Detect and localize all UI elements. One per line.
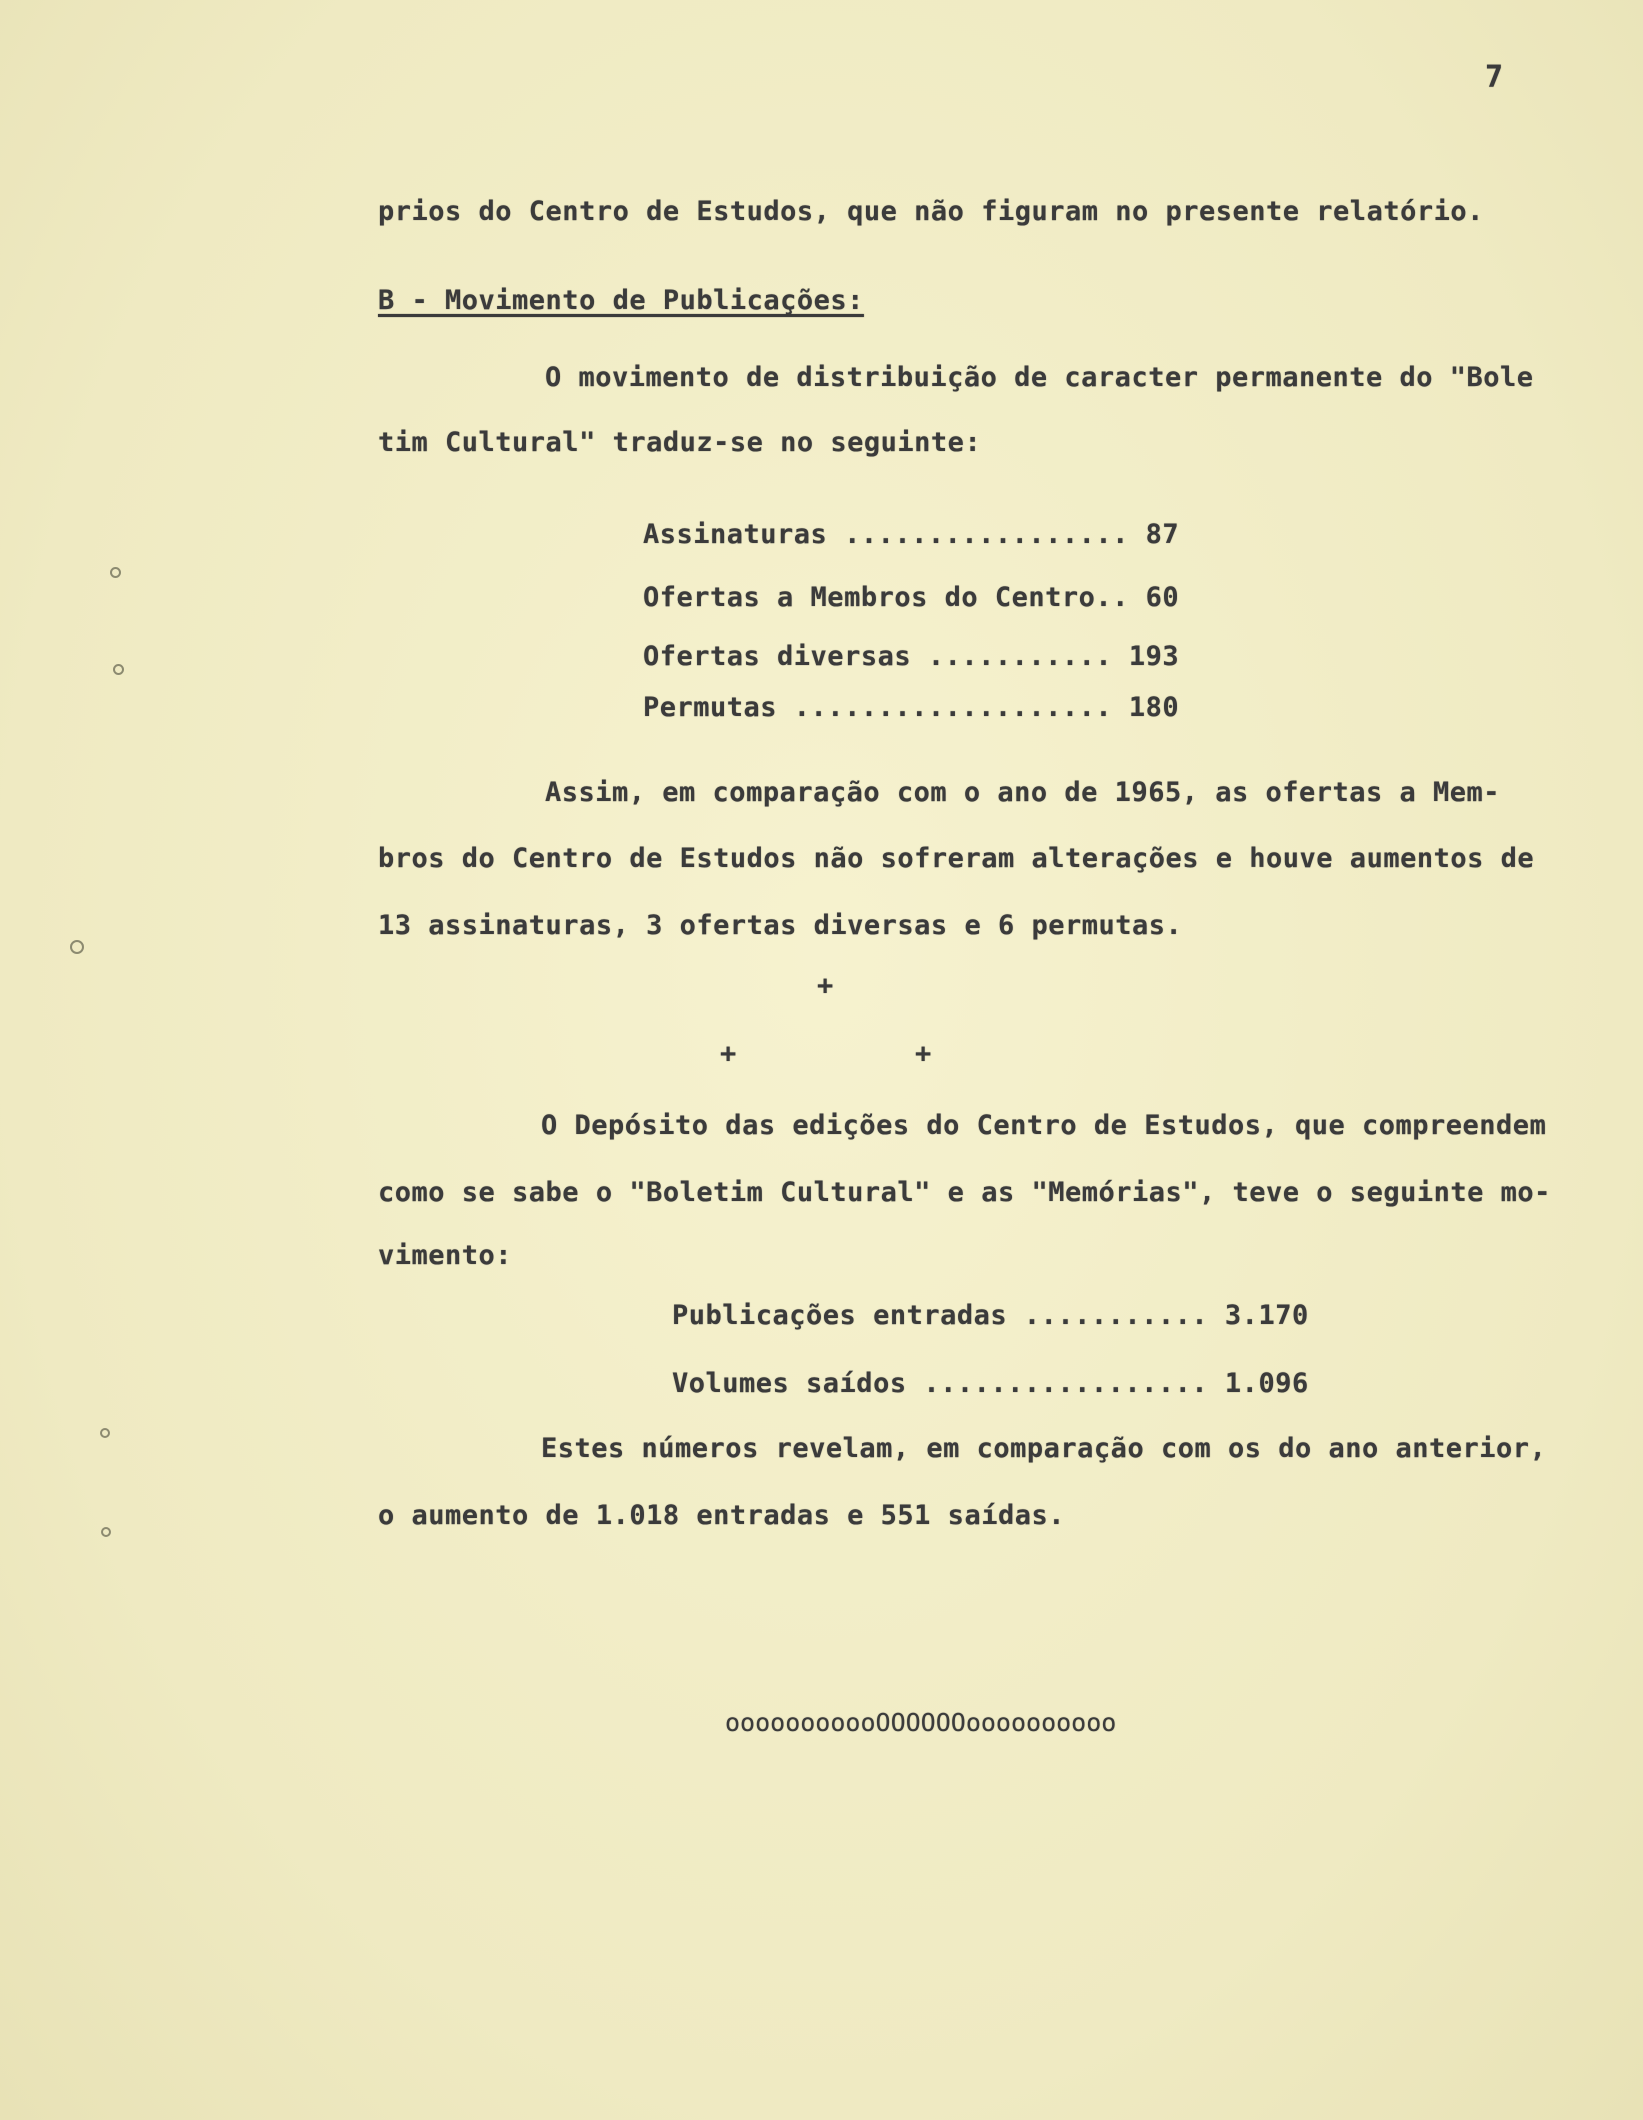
distribution-item: Assinaturas ................. 87 (643, 519, 1180, 550)
distribution-item: Ofertas diversas ........... 193 (643, 641, 1180, 672)
paragraph-line: tim Cultural" traduz-se no seguinte: (378, 427, 982, 458)
page-number: 7 (1485, 60, 1504, 95)
paragraph-line: 13 assinaturas, 3 ofertas diversas e 6 permutas. (378, 910, 1183, 941)
paragraph-line: vimento: (378, 1240, 513, 1271)
footer-rule: ooooooooooOOOOOOoooooooooo (725, 1708, 1117, 1737)
separator-mark: + (720, 1038, 737, 1069)
punch-hole (101, 1527, 111, 1537)
punch-hole (110, 567, 121, 578)
separator-mark: + (817, 970, 834, 1001)
separator-mark: + (915, 1038, 932, 1069)
paragraph-line: o aumento de 1.018 entradas e 551 saídas. (378, 1500, 1065, 1531)
deposit-item: Volumes saídos ................. 1.096 (672, 1368, 1309, 1399)
paragraph-line: O movimento de distribuição de caracter permanente do "Bole (545, 362, 1534, 393)
punch-hole (113, 664, 124, 675)
deposit-item: Publicações entradas ........... 3.170 (672, 1300, 1309, 1331)
distribution-item: Permutas ................... 180 (643, 692, 1180, 723)
paragraph-line: Estes números revelam, em comparação com os do ano anterior, (541, 1433, 1547, 1464)
punch-hole (70, 940, 84, 954)
punch-hole (100, 1428, 110, 1438)
distribution-item: Ofertas a Membros do Centro.. 60 (643, 582, 1180, 613)
paragraph-line: Assim, em comparação com o ano de 1965, as ofertas a Mem- (545, 777, 1501, 808)
paragraph-line: O Depósito das edições do Centro de Estudos, que compreendem (541, 1110, 1547, 1141)
text-line: prios do Centro de Estudos, que não figuram no presente relatório. (378, 196, 1484, 227)
section-heading: B - Movimento de Publicações: (378, 285, 864, 316)
paragraph-line: bros do Centro de Estudos não sofreram alterações e houve aumentos de (378, 843, 1535, 874)
paragraph-line: como se sabe o "Boletim Cultural" e as "Memórias", teve o seguinte mo- (378, 1177, 1551, 1208)
